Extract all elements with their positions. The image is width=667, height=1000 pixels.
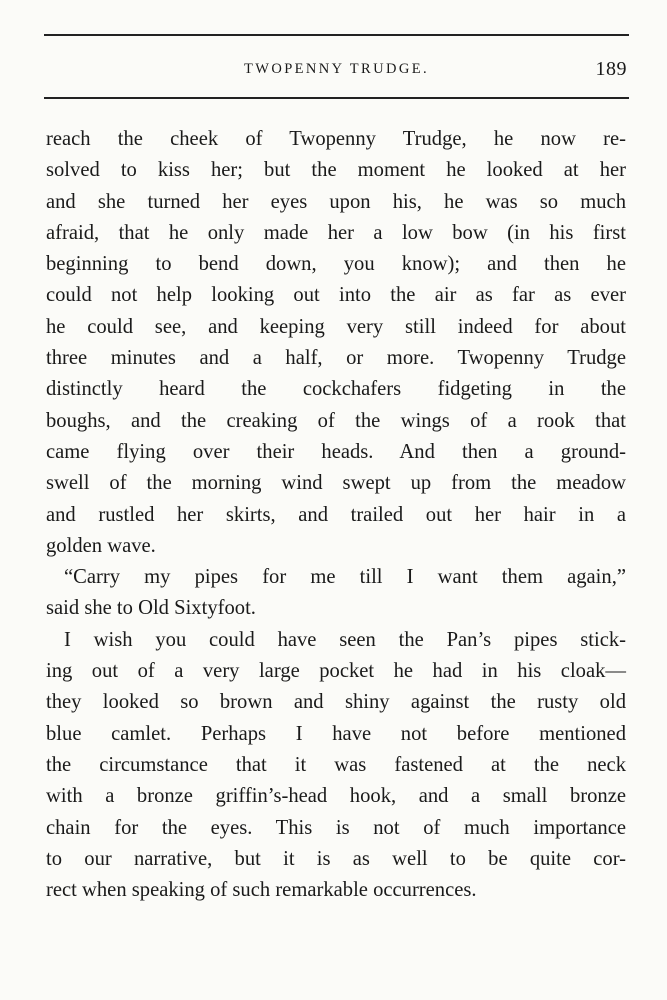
text-line: came flying over their heads. And then a ground- — [46, 440, 626, 463]
text-line: and rustled her skirts, and trailed out her hair in a — [46, 503, 626, 526]
top-rule — [44, 34, 629, 36]
text-line: three minutes and a half, or more. Twopenny Trudge — [46, 347, 626, 370]
text-line: ing out of a very large pocket he had in his cloak— — [46, 660, 626, 683]
text-line: could not help looking out into the air as far as ever — [46, 284, 626, 307]
text-line: chain for the eyes. This is not of much importance — [46, 816, 626, 839]
text-line: afraid, that he only made her a low bow (in his first — [46, 221, 626, 244]
paragraph-2 — [46, 562, 626, 625]
paragraph-3 — [46, 625, 626, 907]
page-number: 189 — [595, 58, 627, 80]
text-line: “Carry my pipes for me till I want them again,” — [64, 566, 626, 589]
text-line: distinctly heard the cockchafers fidgeting in the — [46, 378, 626, 401]
running-head — [44, 58, 629, 82]
text-line: I wish you could have seen the Pan’s pipes stick- — [64, 628, 626, 651]
text-line: to our narrative, but it is as well to be quite cor- — [46, 847, 626, 870]
text-line: swell of the morning wind swept up from the meadow — [46, 472, 626, 495]
page-body — [46, 124, 626, 906]
text-line: beginning to bend down, you know); and then he — [46, 253, 626, 276]
text-line: said she to Old Sixtyfoot. — [46, 597, 256, 620]
text-line: and she turned her eyes upon his, he was so much — [46, 190, 626, 213]
header-rule — [44, 97, 629, 99]
text-line: blue camlet. Perhaps I have not before mentioned — [46, 722, 626, 745]
text-line: the circumstance that it was fastened at the neck — [46, 753, 626, 776]
text-line: with a bronze griffin’s-head hook, and a small bronze — [46, 785, 626, 808]
text-line: solved to kiss her; but the moment he looked at her — [46, 159, 626, 182]
text-line: boughs, and the creaking of the wings of a rook that — [46, 409, 626, 432]
text-line: rect when speaking of such remarkable occurrences. — [46, 879, 477, 902]
paragraph-1 — [46, 124, 626, 562]
running-title: TWOPENNY TRUDGE. — [244, 61, 429, 77]
text-line: golden wave. — [46, 534, 156, 557]
text-line: he could see, and keeping very still indeed for about — [46, 315, 626, 338]
text-line: they looked so brown and shiny against the rusty old — [46, 691, 626, 714]
text-line: reach the cheek of Twopenny Trudge, he now re- — [46, 128, 626, 150]
